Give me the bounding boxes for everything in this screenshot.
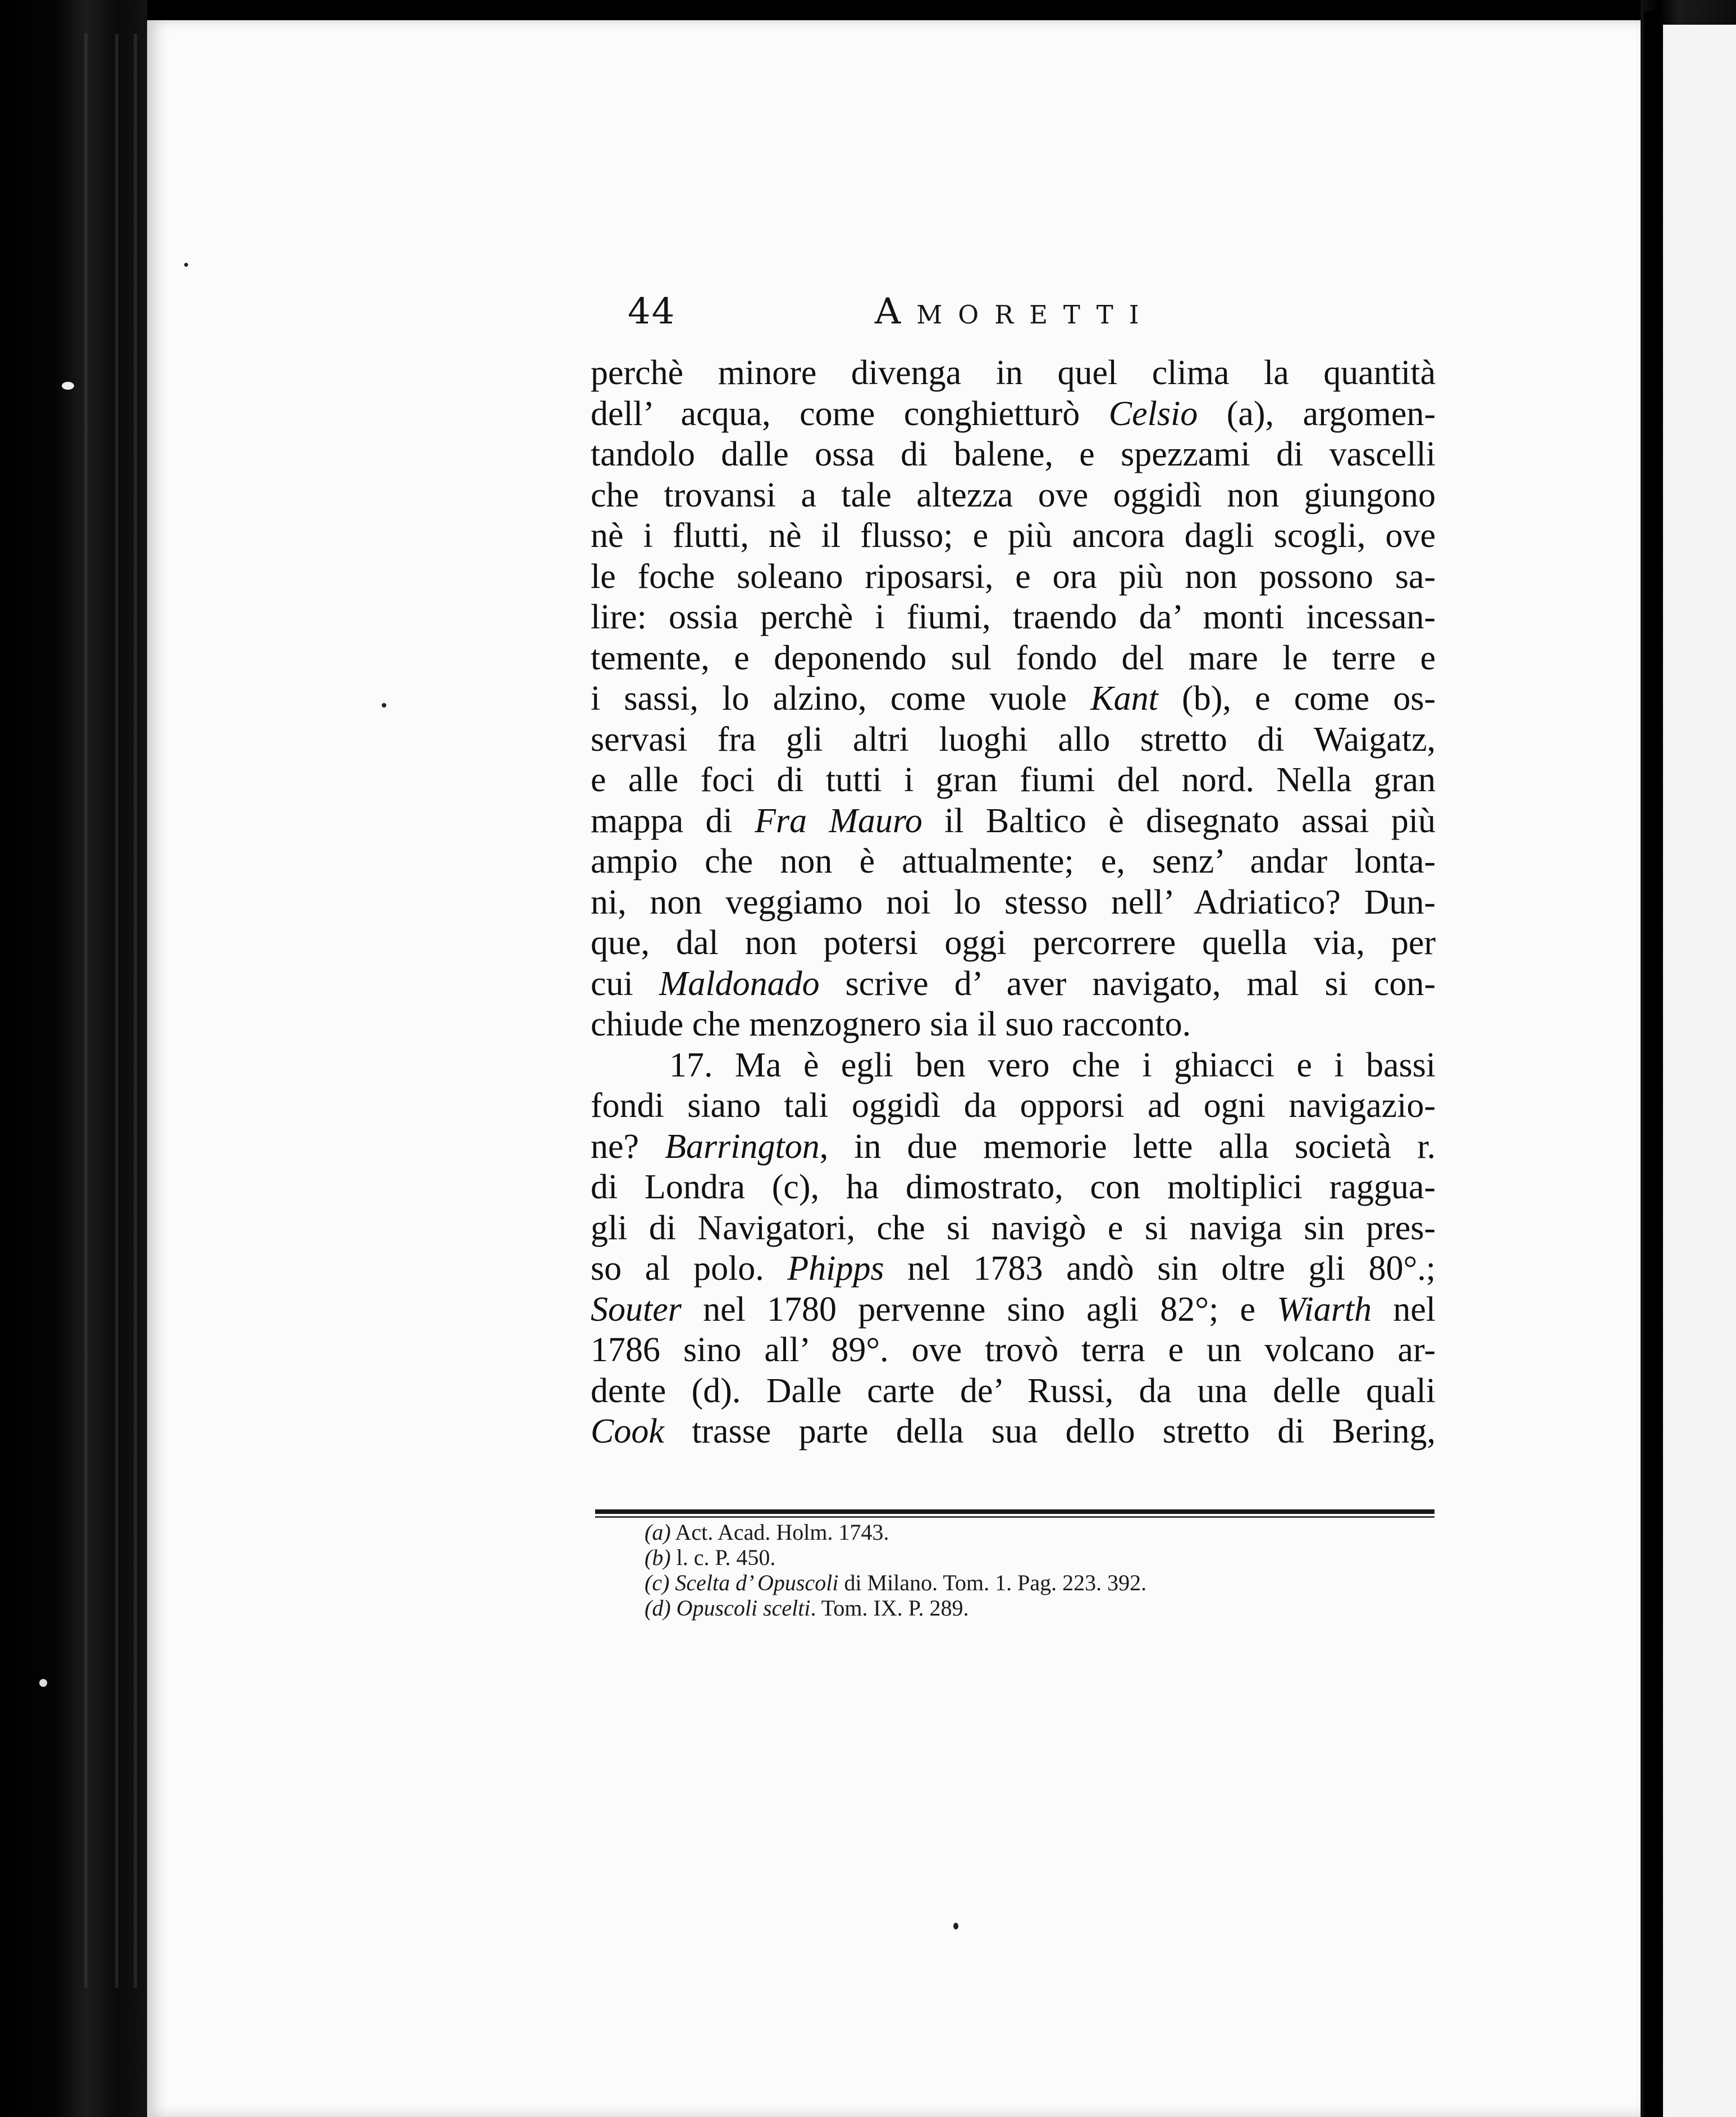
text-segment: e alle foci di tutti i gran fiumi del nord. Nella gran [591,761,1436,799]
text-line [591,760,1436,801]
text-line [591,1045,1436,1086]
text-line [591,597,1436,638]
text-line [591,1330,1436,1371]
top-dark-band [147,0,1663,22]
footnote-text: l. c. P. 450. [670,1545,776,1570]
text-segment: , in due memorie lette alla società r. [819,1127,1436,1166]
text-segment: gli di Navigatori, che si navigò e si naviga sin pres- [591,1208,1436,1247]
text-line [591,1248,1436,1289]
text-line [591,353,1436,394]
text-segment: scrive d’ aver navigato, mal si con- [819,964,1436,1003]
text-line [591,1167,1436,1208]
text-segment: ni, non veggiamo noi lo stesso nell’ Adriatico? Dun- [591,883,1436,921]
text-line [591,923,1436,964]
text-line [591,882,1436,923]
page-number: 44 [628,291,676,332]
footnote-mark: (b) [645,1545,671,1570]
footnote-text: Act. Acad. Holm. 1743. [670,1520,889,1545]
italic-name: Celsio [1108,394,1198,433]
text-segment: trasse parte della sua dello stretto di Bering, [664,1412,1436,1450]
text-line [591,1371,1436,1412]
text-segment: so al polo. [591,1249,788,1288]
text-segment: che trovansi a tale altezza ove oggidì non giungono [591,476,1436,514]
edge-streak [115,34,118,1988]
text-line [591,841,1436,882]
italic-name: Souter [591,1290,682,1329]
edge-streak [134,34,137,1988]
text-segment: le foche soleano riposarsi, e ora più non possono sa- [591,557,1436,596]
footnote-text [671,1595,677,1621]
text-line [591,678,1436,719]
scan-speck [39,1679,47,1687]
text-line [591,638,1436,679]
scan-speck [953,1923,958,1929]
text-segment: dell’ acqua, come conghietturò [591,394,1109,433]
text-segment: nel 1783 andò sin oltre gli 80°.; [884,1249,1436,1288]
text-line [591,515,1436,556]
next-page-sliver [1663,25,1736,2117]
footnote-mark: (a) [645,1520,671,1545]
text-segment: lire: ossia perchè i fiumi, traendo da’ monti incessan- [591,598,1436,636]
scan-speck [382,703,386,708]
italic-name: Fra Mauro [755,801,922,840]
text-line [591,1208,1436,1249]
text-segment: (b), e come os- [1158,679,1436,718]
text-line [591,475,1436,516]
footnote-text: di Milano. Tom. 1. Pag. 223. 392. [838,1570,1147,1595]
italic-name: Wiarth [1277,1290,1372,1329]
text-segment: ampio che non è attualmente; e, senz’ andar lonta- [591,842,1436,880]
text-segment: 1786 sino all’ 89°. ove trovò terra e un volcano ar- [591,1331,1436,1369]
text-segment: que, dal non potersi oggi percorrere quella via, per [591,924,1436,962]
text-segment: mappa di [591,801,755,840]
text-segment: fondi siano tali oggidì da opporsi ad ogni navigazio- [591,1087,1436,1125]
footnote-rule [595,1509,1435,1514]
text-line [591,394,1436,435]
text-line [591,801,1436,842]
text-segment: (a), argomen- [1198,394,1436,433]
text-line [591,964,1436,1005]
footnote [645,1545,1431,1570]
text-segment: nel 1780 pervenne sino agli 82°; e [681,1290,1277,1329]
text-segment: perchè minore divenga in quel clima la quantità [591,354,1436,392]
italic-name: Kant [1090,679,1158,718]
text-line [591,556,1436,597]
text-segment: nel [1372,1290,1436,1329]
running-head: Amoretti [875,291,1155,332]
scan-speck [184,263,188,267]
text-segment: 17. Ma è egli ben vero che i ghiacci e i bassi [669,1046,1436,1084]
page-header [628,285,1442,347]
footnote [645,1520,1431,1545]
italic-name: Phipps [787,1249,884,1288]
text-line [591,1411,1436,1452]
text-line [591,434,1436,475]
text-segment: di Londra (c), ha dimostrato, con moltiplici raggua- [591,1168,1436,1206]
text-segment: dente (d). Dalle carte de’ Russi, da una delle quali [591,1371,1436,1410]
gutter-shadow [1644,11,1659,2117]
text-line [591,1085,1436,1126]
italic-name: Barrington [665,1127,820,1166]
footnote-text [669,1570,675,1595]
footnote-mark: (c) [645,1570,670,1595]
footnote-text: Scelta d’ Opuscoli [675,1570,839,1595]
text-segment: temente, e deponendo sul fondo del mare le terre e [591,638,1436,677]
italic-name: Maldonado [659,964,820,1003]
footnote-text: Opuscoli scelti [676,1595,811,1621]
edge-streak [84,34,88,1988]
body-text [591,353,1436,1452]
footnote-rule-thin [595,1516,1435,1518]
text-line [591,1004,1436,1045]
text-segment: chiude che menzognero sia il suo racconto. [591,1005,1191,1043]
footnote-text: . Tom. IX. P. 289. [810,1595,969,1621]
text-segment: il Baltico è disegnato assai più [922,801,1436,840]
text-line [591,1289,1436,1330]
book-spine-edge [0,0,157,2117]
text-segment: i sassi, lo alzino, come vuole [591,679,1091,718]
text-segment: servasi fra gli altri luoghi allo stretto di Waigatz, [591,720,1436,759]
footnote [645,1570,1431,1595]
text-segment: tandolo dalle ossa di balene, e spezzami di vascelli [591,435,1436,473]
text-segment: nè i flutti, nè il flusso; e più ancora dagli scogli, ove [591,517,1436,555]
text-line [591,1126,1436,1167]
scan-speck [62,382,74,390]
footnotes [645,1520,1431,1621]
footnote-mark: (d) [645,1595,671,1621]
text-segment: cui [591,964,659,1003]
footnote [645,1595,1431,1621]
italic-name: Cook [591,1412,664,1450]
text-segment: ne? [591,1127,665,1166]
text-line [591,719,1436,760]
